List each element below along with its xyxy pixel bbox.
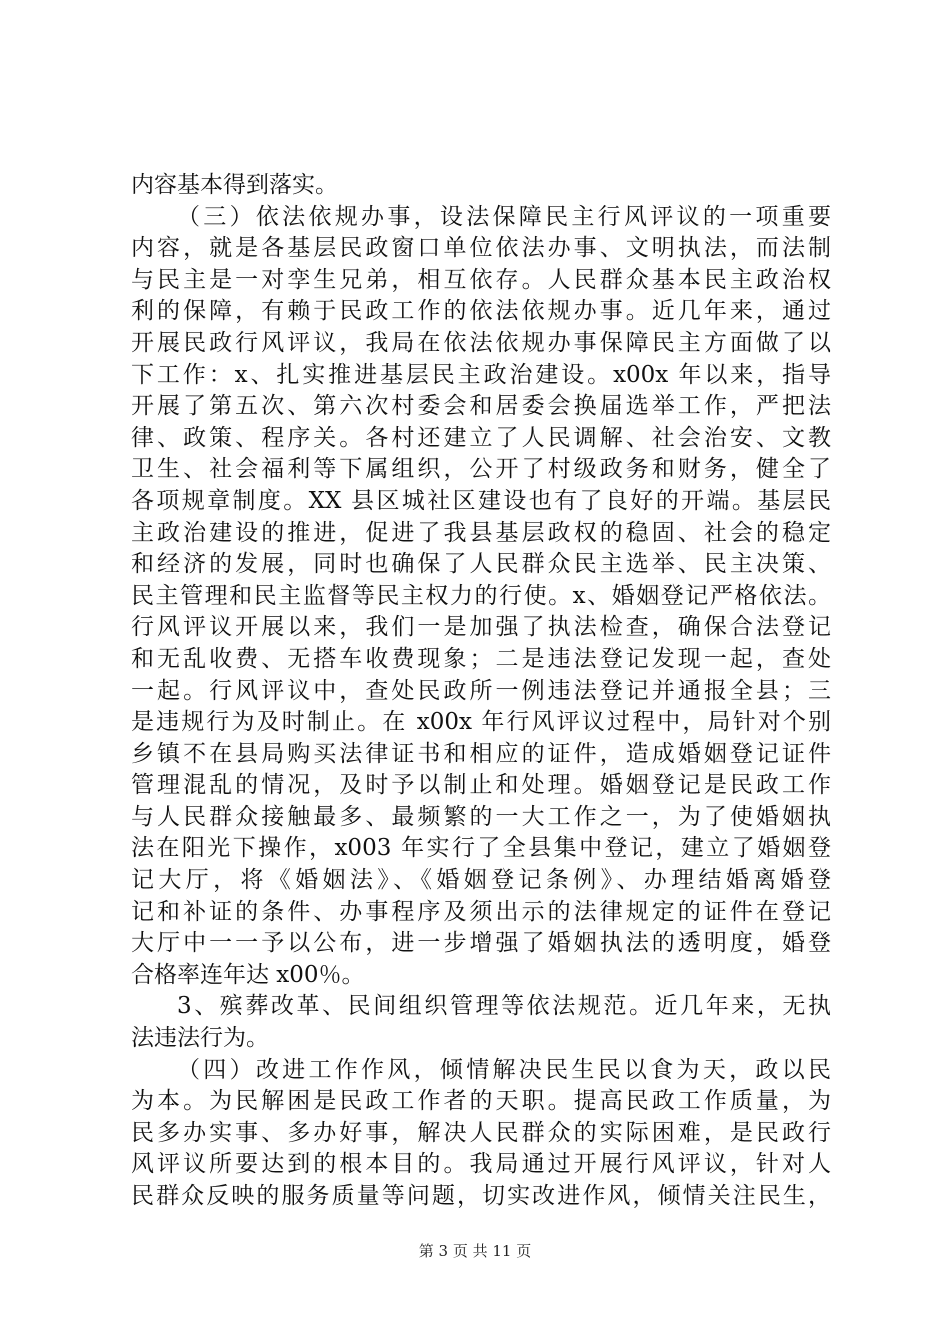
text-line: 开展了第五次、第六次村委会和居委会换届选举工作，严把法 [131, 393, 831, 420]
text-line: 卫生、社会福利等下属组织，公开了村级政务和财务，健全了 [131, 456, 831, 483]
text-line: 民多办实事、多办好事，解决人民群众的实际困难，是民政行 [131, 1119, 831, 1146]
text-line: 律、政策、程序关。各村还建立了人民调解、社会治安、文教 [131, 424, 831, 451]
text-line: （四）改进工作作风，倾情解决民生民以食为天，政以民 [177, 1056, 831, 1083]
text-line: 管理混乱的情况，及时予以制止和处理。婚姻登记是民政工作 [131, 772, 831, 799]
text-line: 风评议所要达到的根本目的。我局通过开展行风评议，针对人 [131, 1151, 831, 1178]
body-text [131, 170, 831, 1213]
text-line: 3、殡葬改革、民间组织管理等依法规范。近几年来，无执 [177, 993, 831, 1020]
text-line: 乡镇不在县局购买法律证书和相应的证件，造成婚姻登记证件 [131, 740, 831, 767]
text-line: 内容，就是各基层民政窗口单位依法办事、文明执法，而法制 [131, 235, 831, 262]
text-line: 合格率连年达 x00％。 [131, 961, 365, 988]
text-line: 利的保障，有赖于民政工作的依法依规办事。近几年来，通过 [131, 298, 831, 325]
text-line: 民主管理和民主监督等民主权力的行使。x、婚姻登记严格依法。 [131, 582, 831, 609]
text-line: 大厅中一一予以公布，进一步增强了婚姻执法的透明度，婚登 [131, 930, 831, 957]
text-line: 法在阳光下操作，x003 年实行了全县集中登记，建立了婚姻登 [131, 835, 831, 862]
text-line: （三）依法依规办事，设法保障民主行风评议的一项重要 [177, 203, 831, 230]
page-footer: 第 3 页 共 11 页 [418, 1242, 532, 1260]
text-line: 开展民政行风评议，我局在依法依规办事保障民主方面做了以 [131, 329, 831, 356]
text-line: 主政治建设的推进，促进了我县基层政权的稳固、社会的稳定 [131, 519, 831, 546]
text-line: 记和补证的条件、办事程序及须出示的法律规定的证件在登记 [131, 898, 831, 925]
text-line: 为本。为民解困是民政工作者的天职。提高民政工作质量，为 [131, 1088, 831, 1115]
text-line: 和无乱收费、无搭车收费现象；二是违法登记发现一起，查处 [131, 645, 831, 672]
text-line: 一起。行风评议中，查处民政所一例违法登记并通报全县；三 [131, 677, 831, 704]
text-line: 与人民群众接触最多、最频繁的一大工作之一，为了使婚姻执 [131, 803, 831, 830]
text-line: 行风评议开展以来，我们一是加强了执法检查，确保合法登记 [131, 614, 831, 641]
text-line: 是违规行为及时制止。在 x00x 年行风评议过程中，局针对个别 [131, 709, 831, 736]
text-line: 记大厅，将《婚姻法》、《婚姻登记条例》、办理结婚离婚登 [131, 867, 831, 894]
text-line: 下工作：x、扎实推进基层民主政治建设。x00x 年以来，指导 [131, 361, 831, 388]
text-line: 法违法行为。 [131, 1025, 269, 1052]
text-line: 内容基本得到落实。 [131, 172, 338, 198]
text-line: 与民主是一对孪生兄弟，相互依存。人民群众基本民主政治权 [131, 266, 831, 293]
text-line: 各项规章制度。XX 县区城社区建设也有了良好的开端。基层民 [131, 487, 831, 514]
text-line: 民群众反映的服务质量等问题，切实改进作风，倾情关注民生， [131, 1183, 831, 1209]
text-line: 和经济的发展，同时也确保了人民群众民主选举、民主决策、 [131, 551, 831, 578]
